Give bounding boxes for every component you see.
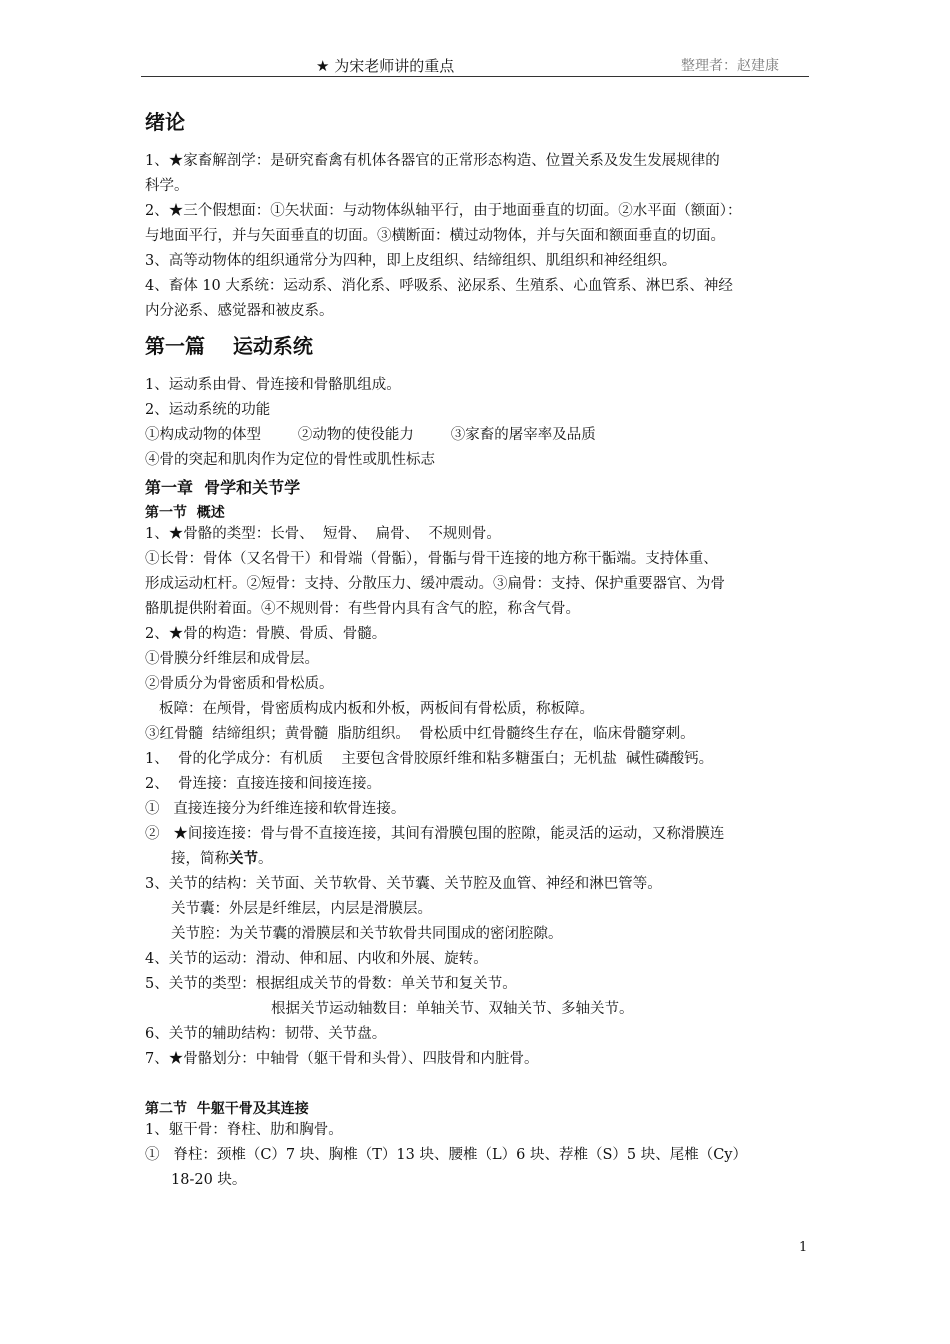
joint-def-text: 接，简称 bbox=[171, 851, 229, 867]
section-line: 6、关节的辅助结构：韧带、关节盘。 bbox=[145, 1026, 387, 1042]
section-line: ① 脊柱：颈椎（C）7 块、胸椎（T）13 块、腰椎（L）6 块、荐椎（S）5 块、尾椎（Cy） bbox=[145, 1147, 748, 1163]
part-line: 1、运动系由骨、骨连接和骨骼肌组成。 bbox=[145, 377, 401, 393]
page-content bbox=[145, 106, 815, 1193]
joint-term: 关节 bbox=[229, 851, 258, 867]
intro-line: 科学。 bbox=[145, 178, 189, 194]
section-line: 3、关节的结构：关节面、关节软骨、关节囊、关节腔及血管、神经和淋巴管等。 bbox=[145, 876, 662, 892]
intro-line: 与地面平行，并与矢面垂直的切面。③横断面：横过动物体，并与矢面和额面垂直的切面。 bbox=[145, 228, 725, 244]
section-line: 关节囊：外层是纤维层，内层是滑膜层。 bbox=[171, 901, 432, 917]
section-line: 1、★骨骼的类型：长骨、 短骨、 扁骨、 不规则骨。 bbox=[145, 526, 501, 542]
section-line: 板障：在颅骨，骨密质构成内板和外板，两板间有骨松质，称板障。 bbox=[159, 701, 594, 717]
intro-title: 绪论 bbox=[145, 110, 185, 134]
part-line: ①构成动物的体型 ②动物的使役能力 ③家畜的屠宰率及品质 bbox=[145, 427, 596, 443]
joint-def-end: 。 bbox=[258, 851, 273, 867]
section-line: ② ★间接连接：骨与骨不直接连接，其间有滑膜包围的腔隙，能灵活的运动，又称滑膜连 bbox=[145, 826, 725, 842]
section-line: 18-20 块。 bbox=[171, 1172, 247, 1188]
section-line: ③红骨髓 结缔组织；黄骨髓 脂肪组织。 骨松质中红骨髓终生存在，临床骨髓穿刺。 bbox=[145, 726, 695, 742]
section-line bbox=[145, 847, 815, 872]
section-line: 5、关节的类型：根据组成关节的骨数：单关节和复关节。 bbox=[145, 976, 517, 992]
section-line: 4、关节的运动：滑动、伸和屈、内收和外展、旋转。 bbox=[145, 951, 488, 967]
part-line: 2、运动系统的功能 bbox=[145, 402, 271, 418]
chapter-title: 第一章 骨学和关节学 bbox=[145, 478, 301, 497]
section-line: 关节腔：为关节囊的滑膜层和关节软骨共同围成的密闭腔隙。 bbox=[171, 926, 563, 942]
section-line: ①长骨：骨体（又名骨干）和骨端（骨骺），骨骺与骨干连接的地方称干骺端。支持体重、 bbox=[145, 551, 718, 567]
section-line: 2、 骨连接：直接连接和间接连接。 bbox=[145, 776, 381, 792]
section-line: 骼肌提供附着面。④不规则骨：有些骨内具有含气的腔，称含气骨。 bbox=[145, 601, 580, 617]
header-note: ★ 为宋老师讲的重点 bbox=[316, 57, 455, 75]
part-title: 第一篇 运动系统 bbox=[145, 334, 313, 358]
section-title: 第二节 牛躯干骨及其连接 bbox=[145, 1101, 309, 1117]
section-line: 根据关节运动轴数目：单轴关节、双轴关节、多轴关节。 bbox=[271, 1001, 634, 1017]
section-line: 1、躯干骨：脊柱、肋和胸骨。 bbox=[145, 1122, 343, 1138]
part-line: ④骨的突起和肌肉作为定位的骨性或肌性标志 bbox=[145, 452, 435, 468]
section-line: ① 直接连接分为纤维连接和软骨连接。 bbox=[145, 801, 406, 817]
intro-line: 4、畜体 10 大系统：运动系、消化系、呼吸系、泌尿系、生殖系、心血管系、淋巴系、神经 bbox=[145, 278, 733, 294]
section-line: ②骨质分为骨密质和骨松质。 bbox=[145, 676, 334, 692]
intro-line: 2、★三个假想面：①矢状面：与动物体纵轴平行，由于地面垂直的切面。②水平面（额面）： bbox=[145, 203, 742, 219]
section-title: 第一节 概述 bbox=[145, 505, 225, 521]
section-line: 形成运动杠杆。②短骨：支持、分散压力、缓冲震动。③扁骨：支持、保护重要器官、为骨 bbox=[145, 576, 725, 592]
intro-line: 1、★家畜解剖学：是研究畜禽有机体各器官的正常形态构造、位置关系及发生发展规律的 bbox=[145, 153, 720, 169]
section-line: 2、★骨的构造：骨膜、骨质、骨髓。 bbox=[145, 626, 387, 642]
header-author: 整理者：赵建康 bbox=[681, 58, 779, 74]
section-line: ①骨膜分纤维层和成骨层。 bbox=[145, 651, 319, 667]
intro-line: 3、高等动物体的组织通常分为四种，即上皮组织、结缔组织、肌组织和神经组织。 bbox=[145, 253, 677, 269]
section-line: 1、 骨的化学成分：有机质 主要包含骨胶原纤维和粘多糖蛋白；无机盐 碱性磷酸钙。 bbox=[145, 751, 714, 767]
intro-line: 内分泌系、感觉器和被皮系。 bbox=[145, 303, 334, 319]
page-header bbox=[141, 52, 809, 77]
section-line: 7、★骨骼划分：中轴骨（躯干骨和头骨）、四肢骨和内脏骨。 bbox=[145, 1051, 539, 1067]
page-number: 1 bbox=[799, 1240, 808, 1255]
